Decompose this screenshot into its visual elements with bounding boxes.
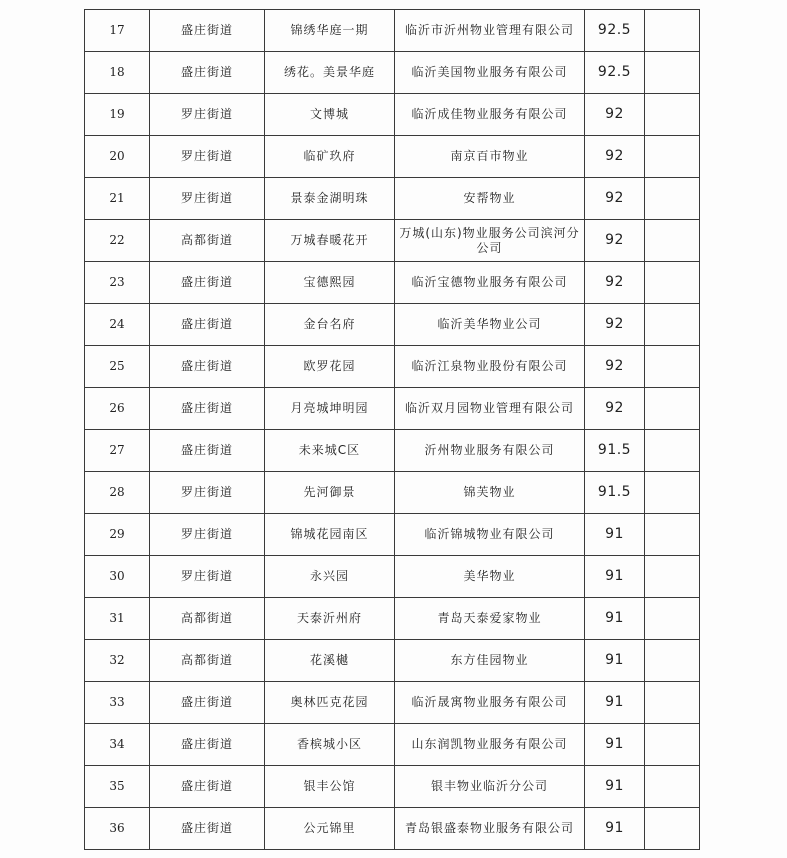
table-row <box>85 766 700 808</box>
table-row <box>85 10 700 52</box>
remarks-cell <box>645 682 700 724</box>
street-cell: 盛庄街道 <box>150 346 265 388</box>
row-number: 19 <box>85 94 150 136</box>
score-cell: 91.5 <box>585 472 645 514</box>
score-cell: 91 <box>585 682 645 724</box>
row-number: 22 <box>85 220 150 262</box>
table-row <box>85 388 700 430</box>
remarks-cell <box>645 514 700 556</box>
project-name-cell: 欧罗花园 <box>265 346 395 388</box>
property-company-cell: 银丰物业临沂分公司 <box>395 766 585 808</box>
score-cell: 91.5 <box>585 430 645 472</box>
row-number: 31 <box>85 598 150 640</box>
score-cell: 92 <box>585 178 645 220</box>
score-cell: 91 <box>585 808 645 850</box>
row-number: 24 <box>85 304 150 346</box>
table-row <box>85 346 700 388</box>
street-cell: 盛庄街道 <box>150 304 265 346</box>
score-cell: 92 <box>585 94 645 136</box>
table-row <box>85 724 700 766</box>
street-cell: 盛庄街道 <box>150 682 265 724</box>
row-number: 17 <box>85 10 150 52</box>
row-number: 18 <box>85 52 150 94</box>
property-company-cell: 临沂美国物业服务有限公司 <box>395 52 585 94</box>
street-cell: 罗庄街道 <box>150 178 265 220</box>
property-company-cell: 临沂美华物业公司 <box>395 304 585 346</box>
project-name-cell: 宝德熙园 <box>265 262 395 304</box>
remarks-cell <box>645 598 700 640</box>
property-company-cell: 山东润凯物业服务有限公司 <box>395 724 585 766</box>
remarks-cell <box>645 430 700 472</box>
project-name-cell: 公元锦里 <box>265 808 395 850</box>
property-company-cell: 美华物业 <box>395 556 585 598</box>
property-company-cell: 临沂市沂州物业管理有限公司 <box>395 10 585 52</box>
remarks-cell <box>645 52 700 94</box>
remarks-cell <box>645 724 700 766</box>
project-name-cell: 银丰公馆 <box>265 766 395 808</box>
project-name-cell: 花溪樾 <box>265 640 395 682</box>
row-number: 34 <box>85 724 150 766</box>
remarks-cell <box>645 262 700 304</box>
project-name-cell: 金台名府 <box>265 304 395 346</box>
project-name-cell: 锦绣华庭一期 <box>265 10 395 52</box>
property-company-cell: 青岛天泰爱家物业 <box>395 598 585 640</box>
row-number: 36 <box>85 808 150 850</box>
score-cell: 92 <box>585 136 645 178</box>
row-number: 29 <box>85 514 150 556</box>
property-company-cell: 临沂宝德物业服务有限公司 <box>395 262 585 304</box>
remarks-cell <box>645 304 700 346</box>
property-company-cell: 青岛银盛泰物业服务有限公司 <box>395 808 585 850</box>
score-cell: 92 <box>585 388 645 430</box>
remarks-cell <box>645 388 700 430</box>
score-cell: 91 <box>585 556 645 598</box>
project-name-cell: 绣花。美景华庭 <box>265 52 395 94</box>
property-company-cell: 锦芙物业 <box>395 472 585 514</box>
project-name-cell: 永兴园 <box>265 556 395 598</box>
row-number: 33 <box>85 682 150 724</box>
table-row <box>85 262 700 304</box>
remarks-cell <box>645 766 700 808</box>
remarks-cell <box>645 556 700 598</box>
project-name-cell: 万城春暖花开 <box>265 220 395 262</box>
score-cell: 92 <box>585 262 645 304</box>
score-cell: 92 <box>585 220 645 262</box>
table-row <box>85 136 700 178</box>
table-row <box>85 514 700 556</box>
remarks-cell <box>645 808 700 850</box>
score-cell: 91 <box>585 724 645 766</box>
remarks-cell <box>645 220 700 262</box>
table-row <box>85 178 700 220</box>
street-cell: 罗庄街道 <box>150 514 265 556</box>
score-cell: 91 <box>585 640 645 682</box>
score-cell: 91 <box>585 598 645 640</box>
project-name-cell: 先河御景 <box>265 472 395 514</box>
property-company-cell: 东方佳园物业 <box>395 640 585 682</box>
property-company-cell: 临沂晟寓物业服务有限公司 <box>395 682 585 724</box>
street-cell: 罗庄街道 <box>150 94 265 136</box>
property-company-cell: 安帮物业 <box>395 178 585 220</box>
property-ranking-table <box>84 9 700 850</box>
project-name-cell: 天泰沂州府 <box>265 598 395 640</box>
street-cell: 盛庄街道 <box>150 724 265 766</box>
property-company-cell: 临沂双月园物业管理有限公司 <box>395 388 585 430</box>
table-row <box>85 52 700 94</box>
remarks-cell <box>645 94 700 136</box>
street-cell: 盛庄街道 <box>150 766 265 808</box>
street-cell: 盛庄街道 <box>150 262 265 304</box>
street-cell: 罗庄街道 <box>150 136 265 178</box>
table-row <box>85 808 700 850</box>
property-company-cell: 万城(山东)物业服务公司滨河分公司 <box>395 220 585 262</box>
score-cell: 91 <box>585 766 645 808</box>
row-number: 30 <box>85 556 150 598</box>
street-cell: 盛庄街道 <box>150 808 265 850</box>
table-row <box>85 556 700 598</box>
project-name-cell: 锦城花园南区 <box>265 514 395 556</box>
row-number: 21 <box>85 178 150 220</box>
property-company-cell: 临沂江泉物业股份有限公司 <box>395 346 585 388</box>
table-row <box>85 682 700 724</box>
row-number: 32 <box>85 640 150 682</box>
property-company-cell: 临沂成佳物业服务有限公司 <box>395 94 585 136</box>
score-cell: 92 <box>585 346 645 388</box>
score-cell: 92.5 <box>585 10 645 52</box>
project-name-cell: 月亮城坤明园 <box>265 388 395 430</box>
score-cell: 92 <box>585 304 645 346</box>
row-number: 27 <box>85 430 150 472</box>
table-body <box>85 10 700 850</box>
street-cell: 盛庄街道 <box>150 52 265 94</box>
row-number: 28 <box>85 472 150 514</box>
remarks-cell <box>645 178 700 220</box>
table-row <box>85 640 700 682</box>
table-row <box>85 430 700 472</box>
table-row <box>85 598 700 640</box>
row-number: 25 <box>85 346 150 388</box>
project-name-cell: 未来城C区 <box>265 430 395 472</box>
project-name-cell: 奥林匹克花园 <box>265 682 395 724</box>
project-name-cell: 景泰金湖明珠 <box>265 178 395 220</box>
remarks-cell <box>645 472 700 514</box>
street-cell: 盛庄街道 <box>150 10 265 52</box>
table-row <box>85 304 700 346</box>
row-number: 20 <box>85 136 150 178</box>
street-cell: 罗庄街道 <box>150 472 265 514</box>
score-cell: 92.5 <box>585 52 645 94</box>
table-row <box>85 94 700 136</box>
property-company-cell: 沂州物业服务有限公司 <box>395 430 585 472</box>
row-number: 35 <box>85 766 150 808</box>
project-name-cell: 香槟城小区 <box>265 724 395 766</box>
table-row <box>85 220 700 262</box>
street-cell: 高都街道 <box>150 220 265 262</box>
street-cell: 高都街道 <box>150 640 265 682</box>
street-cell: 高都街道 <box>150 598 265 640</box>
remarks-cell <box>645 10 700 52</box>
remarks-cell <box>645 346 700 388</box>
street-cell: 罗庄街道 <box>150 556 265 598</box>
street-cell: 盛庄街道 <box>150 430 265 472</box>
property-company-cell: 临沂锦城物业有限公司 <box>395 514 585 556</box>
remarks-cell <box>645 640 700 682</box>
project-name-cell: 文博城 <box>265 94 395 136</box>
remarks-cell <box>645 136 700 178</box>
street-cell: 盛庄街道 <box>150 388 265 430</box>
table-row <box>85 472 700 514</box>
score-cell: 91 <box>585 514 645 556</box>
row-number: 26 <box>85 388 150 430</box>
project-name-cell: 临矿玖府 <box>265 136 395 178</box>
row-number: 23 <box>85 262 150 304</box>
property-company-cell: 南京百市物业 <box>395 136 585 178</box>
